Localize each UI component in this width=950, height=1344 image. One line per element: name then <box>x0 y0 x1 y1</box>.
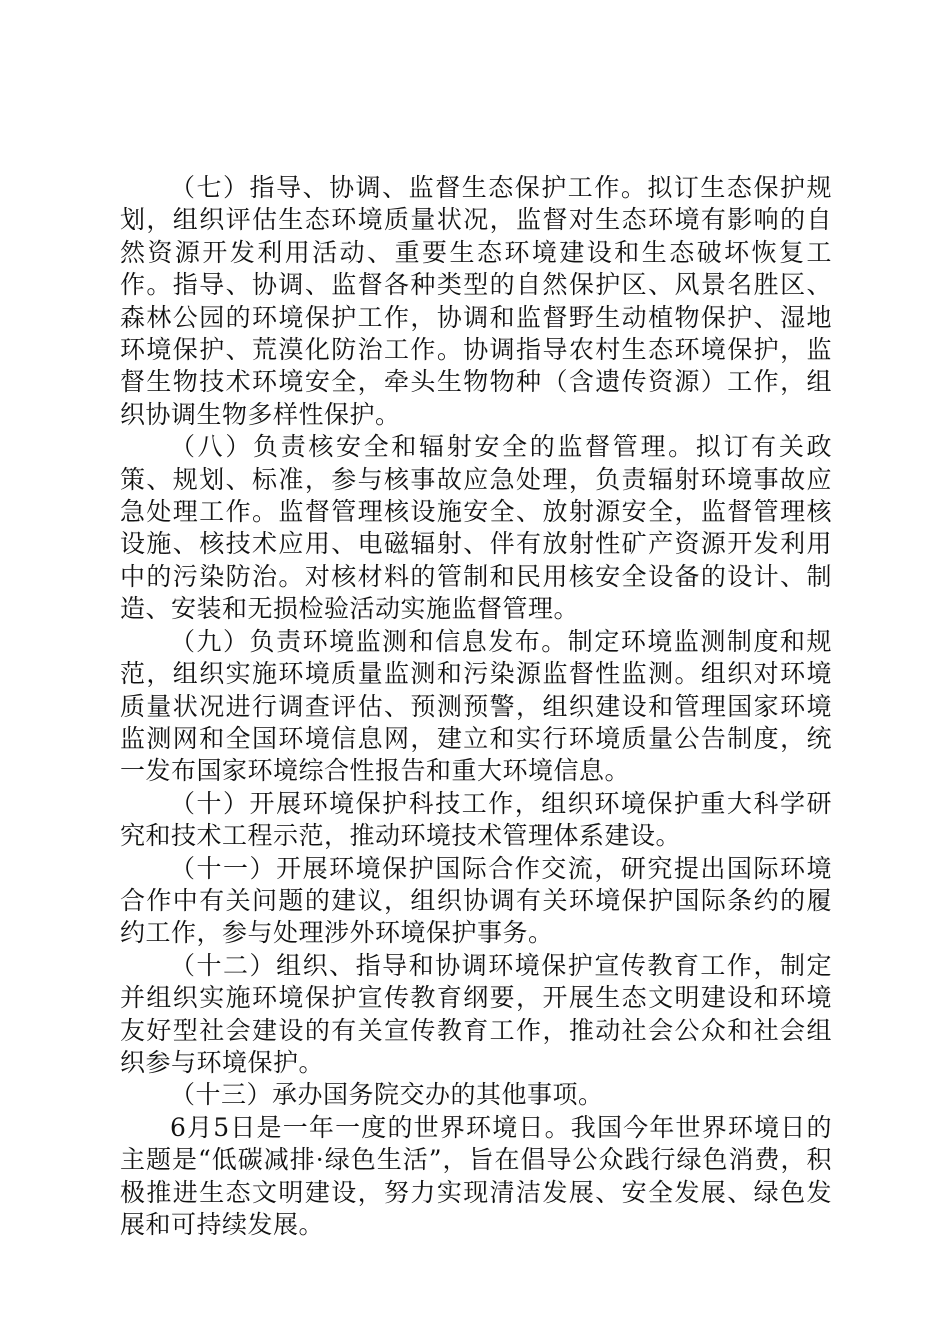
paragraph-duty-8: （八）负责核安全和辐射安全的监督管理。拟订有关政策、规划、标准，参与核事故应急处理，负责辐射环境事故应急处理工作。监督管理核设施安全、放射源安全，监督管理核设施、核技术应用、电磁辐射、伴有放射性矿产资源开发利用中的污染防治。对核材料的管制和民用核安全设备的设计、制造、安装和无损检验活动实施监督管理。 <box>120 432 832 624</box>
paragraph-duty-7: （七）指导、协调、监督生态保护工作。拟订生态保护规划，组织评估生态环境质量状况，监督对生态环境有影响的自然资源开发利用活动、重要生态环境建设和生态破坏恢复工作。指导、协调、监督各种类型的自然保护区、风景名胜区、森林公园的环境保护工作，协调和监督野生动植物保护、湿地环境保护、荒漠化防治工作。协调指导农村生态环境保护，监督生物技术环境安全，牵头生物物种（含遗传资源）工作，组织协调生物多样性保护。 <box>120 173 832 429</box>
paragraph-world-environment-day: 6月5日是一年一度的世界环境日。我国今年世界环境日的主题是“低碳减排·绿色生活”，旨在倡导公众践行绿色消费，积极推进生态文明建设，努力实现清洁发展、安全发展、绿色发展和可持续发展。 <box>120 1112 832 1239</box>
paragraph-duty-9: （九）负责环境监测和信息发布。制定环境监测制度和规范，组织实施环境质量监测和污染源监督性监测。组织对环境质量状况进行调查评估、预测预警，组织建设和管理国家环境监测网和全国环境信息网，建立和实行环境质量公告制度，统一发布国家环境综合性报告和重大环境信息。 <box>120 626 832 786</box>
paragraph-duty-13: （十三）承办国务院交办的其他事项。 <box>170 1080 604 1110</box>
paragraph-duty-12: （十二）组织、指导和协调环境保护宣传教育工作，制定并组织实施环境保护宣传教育纲要，开展生态文明建设和环境友好型社会建设的有关宣传教育工作，推动社会公众和社会组织参与环境保护。 <box>120 950 832 1077</box>
body-text <box>120 172 832 1241</box>
paragraph-duty-11: （十一）开展环境保护国际合作交流，研究提出国际环境合作中有关问题的建议，组织协调有关环境保护国际条约的履约工作，参与处理涉外环境保护事务。 <box>120 853 832 948</box>
paragraph-duty-10: （十）开展环境保护科技工作，组织环境保护重大科学研究和技术工程示范，推动环境技术管理体系建设。 <box>120 788 832 851</box>
